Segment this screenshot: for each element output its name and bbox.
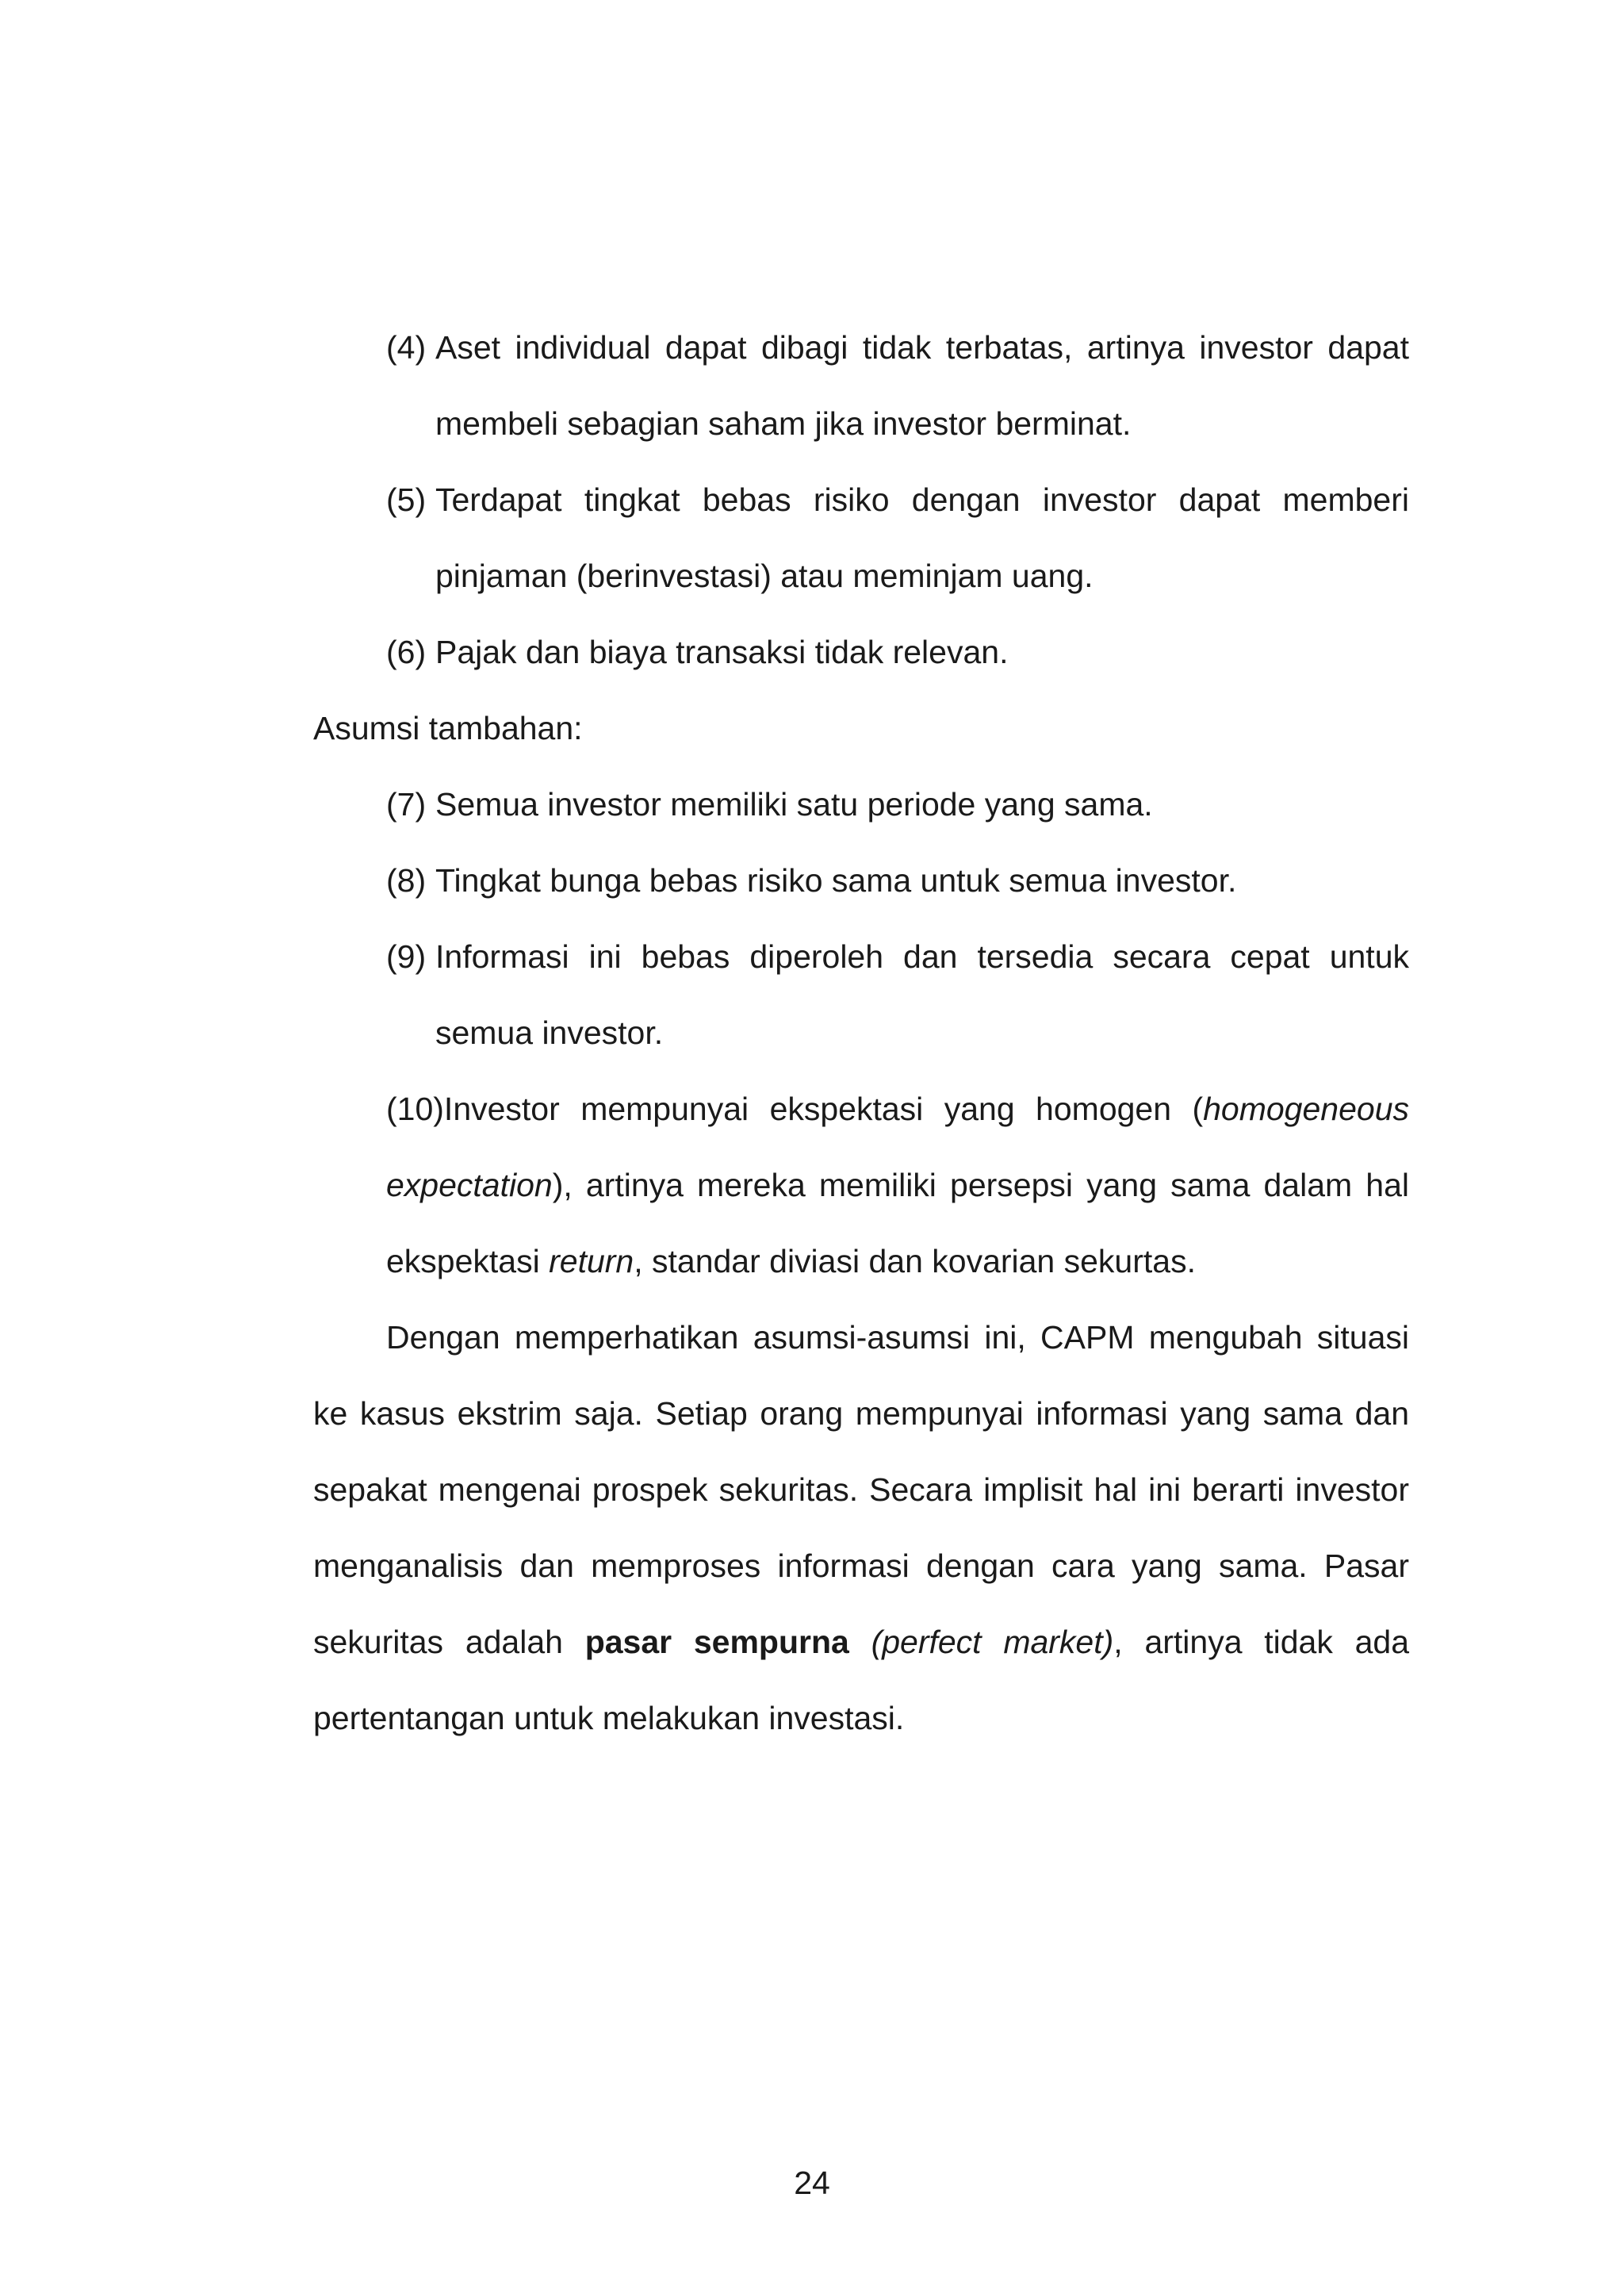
list-item-text: Semua investor memiliki satu periode yang sama. — [435, 786, 1153, 823]
body-paragraph — [313, 1299, 1409, 1756]
bold-term: pasar sempurna — [584, 1624, 849, 1660]
list-item-text: Aset individual dapat dibagi tidak terbatas, artinya investor dapat membeli sebagian saham jika investor berminat. — [435, 329, 1409, 442]
list-item-text: Terdapat tingkat bebas risiko dengan investor dapat memberi pinjaman (berinvestasi) atau meminjam uang. — [435, 481, 1409, 594]
page-number: 24 — [794, 2165, 830, 2201]
list-item — [386, 842, 1409, 919]
list-item-text: Investor mempunyai ekspektasi yang homogen ( — [443, 1091, 1204, 1127]
list-item-number: (10) — [386, 1091, 444, 1127]
paragraph-text — [849, 1624, 871, 1660]
list-item-number: (8) — [386, 862, 427, 899]
list-item-number: (7) — [386, 786, 427, 823]
list-item — [386, 462, 1409, 614]
list-item-text: Tingkat bunga bebas risiko sama untuk semua investor. — [435, 862, 1237, 899]
list-item-text: Informasi ini bebas diperoleh dan tersedia secara cepat untuk semua investor. — [435, 938, 1409, 1051]
list-item-text: , standar diviasi dan kovarian sekurtas. — [634, 1243, 1196, 1279]
list-item-text: Pajak dan biaya transaksi tidak relevan. — [435, 634, 1009, 670]
list-item — [386, 309, 1409, 462]
section-heading: Asumsi tambahan: — [313, 710, 583, 746]
list-item-number: (9) — [386, 938, 427, 975]
list-item-10 — [386, 1071, 1409, 1299]
list-item-text: ), artinya mereka memiliki persepsi yang sama dalam hal ekspektasi — [386, 1167, 1409, 1279]
page-content — [313, 309, 1409, 1756]
italic-term: homogeneous expectation — [386, 1091, 1409, 1203]
italic-term: return — [549, 1243, 634, 1279]
list-item — [386, 614, 1409, 690]
list-item-number: (4) — [386, 329, 427, 366]
paragraph-text: , artinya tidak ada pertentangan untuk melakukan investasi. — [313, 1624, 1410, 1736]
list-item-number: (6) — [386, 634, 427, 670]
paragraph-text: Dengan memperhatikan asumsi-asumsi ini, CAPM mengubah situasi ke kasus ekstrim saja. Setiap orang mempunyai informasi yang sama dan sepakat mengenai prospek sekuritas. Secara implisit hal ini berarti investor menganalisis dan memproses informasi dengan cara yang sama. Pasar sekuritas adalah — [313, 1319, 1409, 1660]
list-item-number: (5) — [386, 481, 427, 518]
list-item — [386, 919, 1409, 1071]
italic-term: (perfect market) — [871, 1624, 1114, 1660]
list-item — [386, 766, 1409, 842]
